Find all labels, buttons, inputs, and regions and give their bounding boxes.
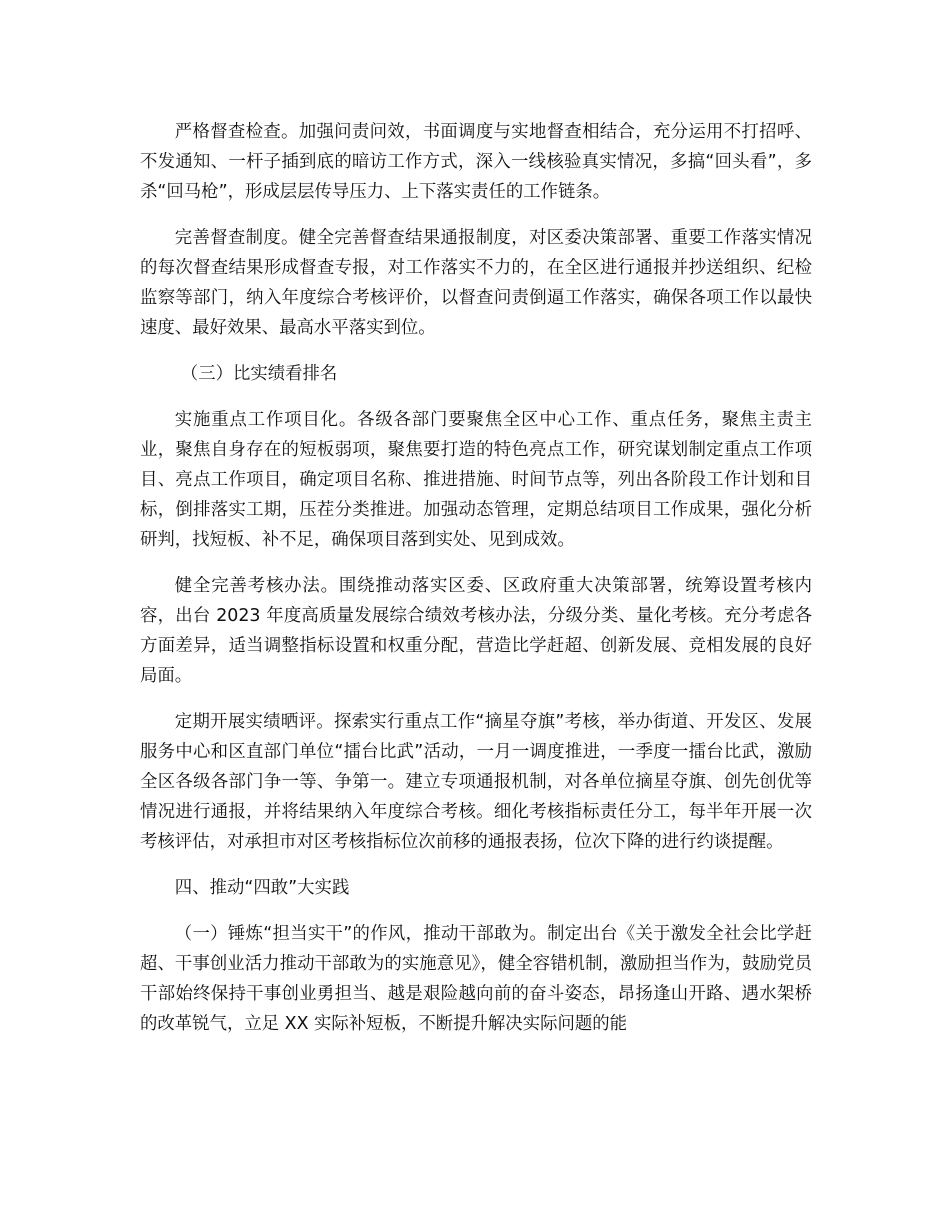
paragraph-assessment-methods: 健全完善考核办法。围绕推动落实区委、区政府重大决策部署，统筹设置考核内容，出台 2023 年度高质量发展综合绩效考核办法，分级分类、量化考核。充分考虑各方面差异，适当调整指标设置和权重分配，营造比学赶超、创新发展、竞相发展的良好局面。 [140,576,812,686]
section-heading-compare-results: （三）比实绩看排名 [180,364,338,384]
document-page [140,117,812,1039]
section-heading-four-dare: 四、推动“四敢”大实践 [174,878,350,898]
paragraph-key-work-projects: 实施重点工作项目化。各级各部门要聚焦全区中心工作、重点任务，聚焦主责主业，聚焦自身存在的短板弱项，聚焦要打造的特色亮点工作，研究谋划制定重点工作项目、亮点工作项目，确定项目名称、推进措施、时间节点等，列出各阶段工作计划和目标，倒排落实工期，压茬分类推进。加强动态管理，定期总结项目工作成果，强化分析研判，找短板、补不足，确保项目落到实处、见到成效。 [140,410,812,550]
paragraph-strict-inspection: 严格督查检查。加强问责问效，书面调度与实地督查相结合，充分运用不打招呼、不发通知、一杆子插到底的暗访工作方式，深入一线核验真实情况，多搞“回头看”，多杀“回马枪”，形成层层传导压力、上下落实责任的工作链条。 [140,122,812,202]
paragraph-cadres-dare-to-act: （一）锤炼“担当实干”的作风，推动干部敢为。制定出台《关于激发全社会比学赶超、干事创业活力推动干部敢为的实施意见》，健全容错机制，激励担当作为，鼓励党员干部始终保持干事创业勇担当、越是艰险越向前的奋斗姿态，昂扬逢山开路、遇水架桥的改革锐气，立足 XX 实际补短板，不断提升解决实际问题的能 [140,924,812,1034]
paragraph-performance-review: 定期开展实绩晒评。探索实行重点工作“摘星夺旗”考核，举办街道、开发区、发展服务中心和区直部门单位“擂台比武”活动，一月一调度推进，一季度一擂台比武，激励全区各级各部门争一等、争第一。建立专项通报机制，对各单位摘星夺旗、创先创优等情况进行通报，并将结果纳入年度综合考核。细化考核指标责任分工，每半年开展一次考核评估，对承担市对区考核指标位次前移的通报表扬，位次下降的进行约谈提醒。 [140,712,812,852]
paragraph-inspection-system: 完善督查制度。健全完善督查结果通报制度，对区委决策部署、重要工作落实情况的每次督查结果形成督查专报，对工作落实不力的，在全区进行通报并抄送组织、纪检监察等部门，纳入年度综合考核评价，以督查问责倒逼工作落实，确保各项工作以最快速度、最好效果、最高水平落实到位。 [140,228,812,338]
